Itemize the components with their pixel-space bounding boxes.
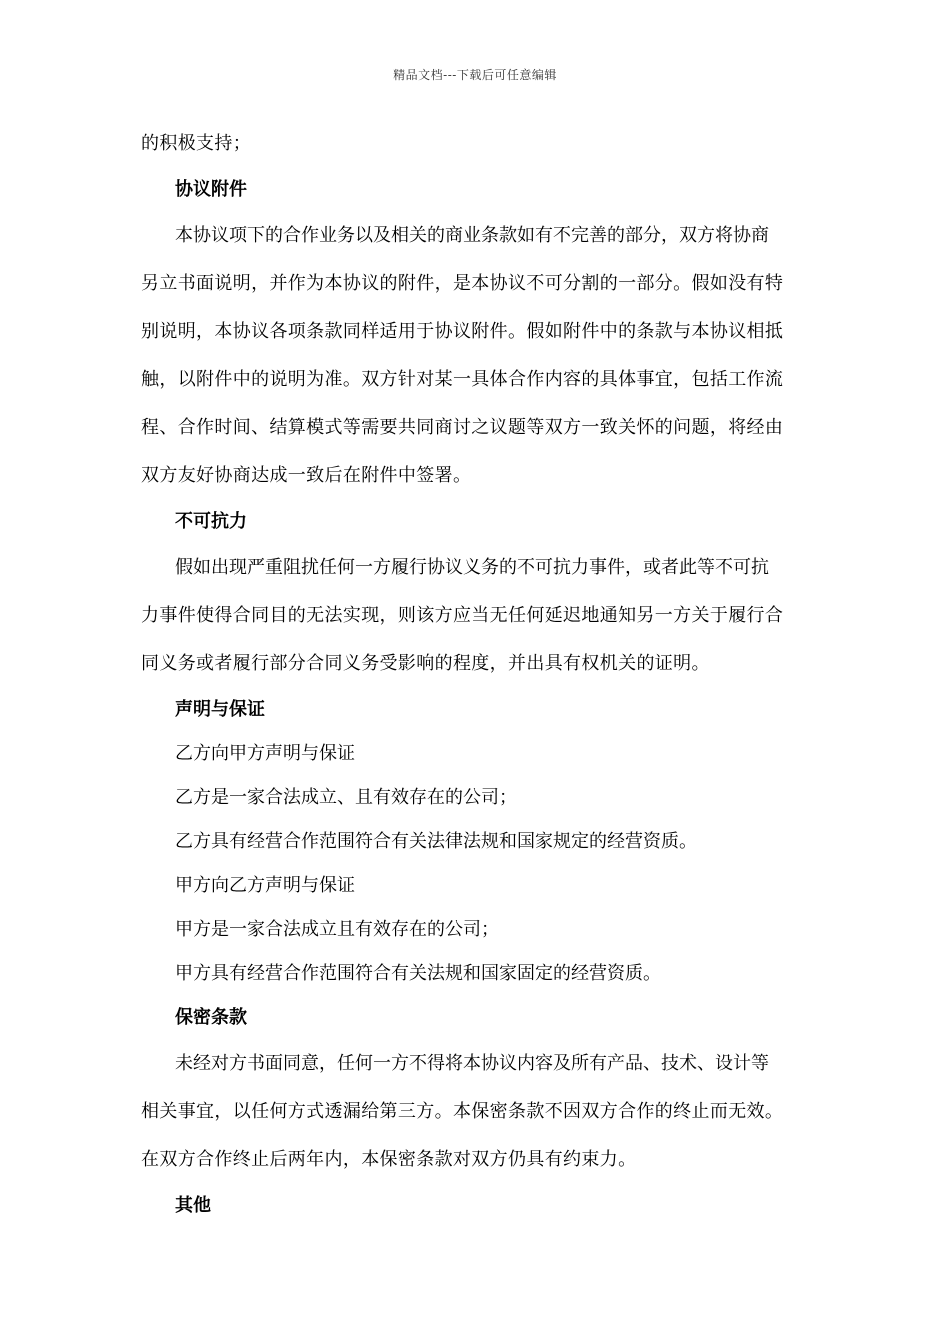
section-heading-representations: 声明与保证 bbox=[175, 699, 265, 720]
paragraph-line: 程、合作时间、结算模式等需要共同商讨之议题等双方一致关怀的问题，将经由 bbox=[141, 417, 784, 438]
paragraph-line: 另立书面说明，并作为本协议的附件，是本协议不可分割的一部分。假如没有特 bbox=[141, 273, 784, 294]
clause-line: 甲方具有经营合作范围符合有关法规和国家固定的经营资质。 bbox=[175, 963, 661, 984]
paragraph-line: 在双方合作终止后两年内，本保密条款对双方仍具有约束力。 bbox=[141, 1149, 637, 1170]
paragraph-line: 假如出现严重阻扰任何一方履行协议义务的不可抗力事件，或者此等不可抗 bbox=[175, 557, 769, 578]
paragraph-line: 双方友好协商达成一致后在附件中签署。 bbox=[141, 465, 472, 486]
page-header-note: 精品文档---下载后可任意编辑 bbox=[393, 68, 557, 82]
paragraph-line: 触，以附件中的说明为准。双方针对某一具体合作内容的具体事宜，包括工作流 bbox=[141, 369, 784, 390]
clause-line: 乙方向甲方声明与保证 bbox=[175, 743, 355, 764]
paragraph-line: 未经对方书面同意，任何一方不得将本协议内容及所有产品、技术、设计等 bbox=[175, 1053, 769, 1074]
document-body bbox=[141, 120, 811, 1228]
paragraph-line: 相关事宜，以任何方式透漏给第三方。本保密条款不因双方合作的终止而无效。 bbox=[141, 1101, 784, 1122]
section-heading-attachments: 协议附件 bbox=[175, 179, 247, 200]
paragraph-line: 同义务或者履行部分合同义务受影响的程度，并出具有权机关的证明。 bbox=[141, 653, 710, 674]
section-heading-other: 其他 bbox=[175, 1195, 211, 1216]
clause-line: 乙方具有经营合作范围符合有关法律法规和国家规定的经营资质。 bbox=[175, 831, 697, 852]
clause-line: 乙方是一家合法成立、且有效存在的公司； bbox=[175, 787, 517, 808]
paragraph-line: 别说明，本协议各项条款同样适用于协议附件。假如附件中的条款与本协议相抵 bbox=[141, 321, 784, 342]
paragraph-line: 力事件使得合同目的无法实现，则该方应当无任何延迟地通知另一方关于履行合 bbox=[141, 605, 784, 626]
section-heading-confidentiality: 保密条款 bbox=[175, 1007, 247, 1028]
clause-line: 甲方是一家合法成立且有效存在的公司； bbox=[175, 919, 499, 940]
paragraph-line: 的积极支持； bbox=[141, 133, 252, 154]
section-heading-force-majeure: 不可抗力 bbox=[175, 511, 247, 532]
clause-line: 甲方向乙方声明与保证 bbox=[175, 875, 355, 896]
paragraph-line: 本协议项下的合作业务以及相关的商业条款如有不完善的部分，双方将协商 bbox=[175, 225, 769, 246]
